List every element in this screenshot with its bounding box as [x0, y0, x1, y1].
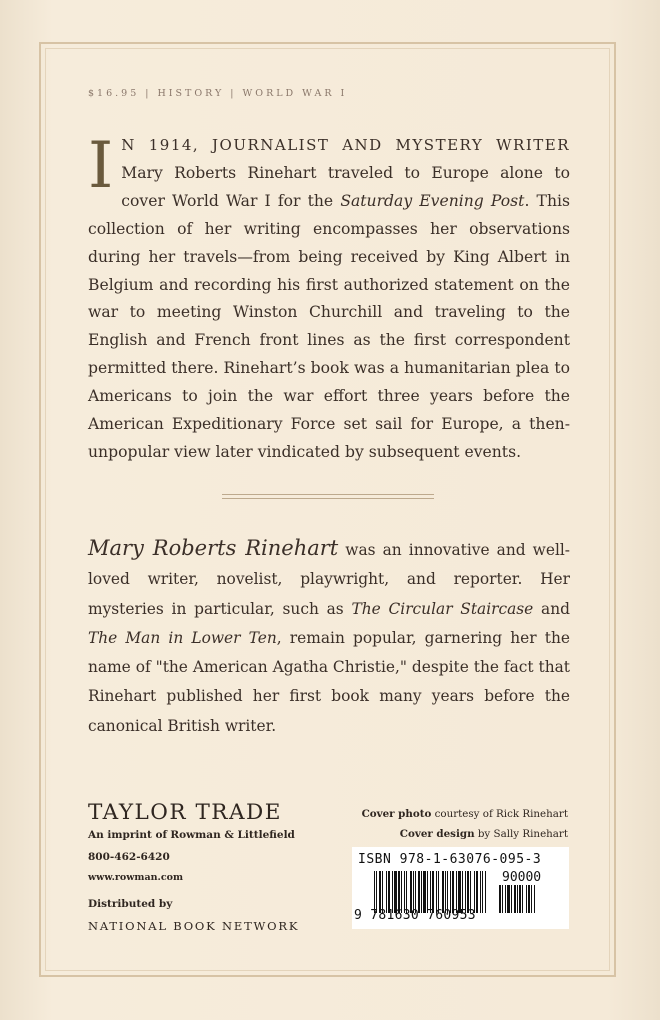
distributor-name: NATIONAL BOOK NETWORK	[88, 919, 300, 933]
barcode-bars	[374, 871, 492, 913]
isbn-barcode	[352, 847, 569, 929]
publisher-name: TAYLOR TRADE	[88, 800, 282, 825]
drop-cap: I	[88, 129, 114, 203]
barcode-addon-number: 90000	[502, 870, 542, 885]
bio-text-1: was an innovative and well-loved writer, novelist, playwright, and reporter. Her mysteries in particular, such as	[88, 541, 571, 618]
photo-credit: Cover photo courtesy of Rick Rinehart	[361, 808, 568, 820]
barcode-digits: 9 781630 760953	[354, 908, 476, 923]
description-text-1: Mary Roberts Rinehart traveled to Europe alone to cover World War I for the	[121, 163, 570, 210]
author-name: Mary Roberts Rinehart	[88, 536, 339, 560]
book-title-2: The Man in Lower Ten	[88, 628, 277, 647]
cover-credits	[362, 804, 568, 844]
barcode-addon-bars	[499, 885, 561, 913]
bio-text-3: , remain popular, garnering her the name of "the American Agatha Christie," despite the fact that Rinehart published her first book many years before the canonical British writer.	[88, 628, 570, 735]
bio-text-2: and	[533, 599, 570, 618]
book-description	[88, 129, 570, 467]
isbn-number: ISBN 978-1-63076-095-3	[358, 852, 542, 867]
imprint-line: An imprint of Rowman & Littlefield	[88, 829, 295, 841]
design-credit: Cover design by Sally Rinehart	[399, 828, 568, 840]
publisher-phone: 800-462-6420	[88, 851, 170, 863]
book-title-1: The Circular Staircase	[351, 599, 534, 618]
distributed-label: Distributed by	[88, 898, 173, 910]
description-text-2: . This collection of her writing encompasses her observations during her travels—from being received by King Albert in Belgium and recording his first authorized statement on the war to meeting Winston Churchill and traveling to the English and French front lines as the first correspondent permitted there. Rinehart’s book was a humanitarian plea to Americans to join the war effort three years before the American Expeditionary Force set sail for Europe, a then-unpopular view later vindicated by subsequent events.	[88, 191, 570, 461]
price-category-line: $16.95 | HISTORY | WORLD WAR I	[88, 88, 348, 99]
publisher-website: www.rowman.com	[88, 872, 183, 883]
description-lead: N 1914, JOURNALIST AND MYSTERY WRITER	[121, 136, 570, 154]
publication-title: Saturday Evening Post	[340, 191, 525, 210]
author-bio	[88, 534, 570, 741]
section-divider	[222, 494, 434, 499]
